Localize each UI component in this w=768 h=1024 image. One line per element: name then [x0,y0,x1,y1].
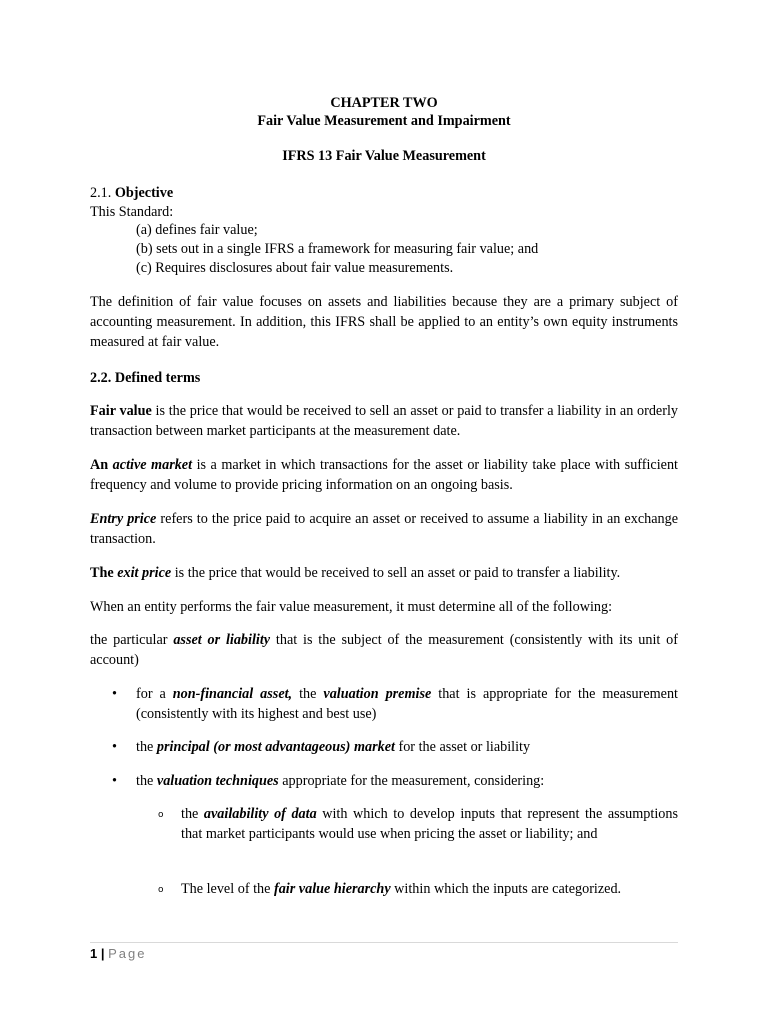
term: active market [112,457,193,473]
objective-paragraph: The definition of fair value focuses on assets and liabilities because they are a primary subject of accounting measurement. In addition, this IFRS shall be applied to an entity’s own equity instruments measured at fair value. [90,294,678,350]
measurement-particular [90,630,678,670]
text: that is appropriate for the measurement (consistently with its highest and best use) [136,686,678,722]
definition-active-market [90,455,678,495]
page-number: 1 [90,946,98,961]
bullet-marker: • [112,739,117,755]
definition-fair-value [90,401,678,441]
text: The level of the [181,881,274,897]
bullet-item [136,771,678,791]
sub-bullet-marker: o [158,885,164,895]
standard-title: IFRS 13 Fair Value Measurement [282,148,486,164]
objective-item: (a) defines fair value; [136,222,258,238]
term: asset or liability [173,632,271,648]
definition-entry-price [90,509,678,549]
text: the [136,773,157,789]
text: for a [136,686,173,702]
term: principal (or most advantageous) market [156,739,395,755]
term: Fair value [90,403,152,419]
definition-text: refers to the price paid to acquire an asset or received to assume a liability in an exchange transaction. [90,511,678,547]
defined-terms-heading: 2.2. Defined terms [90,370,201,386]
chapter-heading: CHAPTER TWO [330,95,438,111]
page-label: Page [108,946,147,961]
objective-intro: This Standard: [90,204,174,220]
definition-text: is the price that would be received to sell an asset or paid to transfer a liability. [171,565,621,581]
footer-separator: | [97,946,109,961]
term-lead: The [90,565,118,581]
objective-item: (c) Requires disclosures about fair value measurements. [136,260,454,276]
text: with which to develop inputs that represent the assumptions that market participants would use when pricing the asset or liability; and [181,806,678,842]
sub-bullet-marker: o [158,810,164,820]
bullet-marker: • [112,773,117,789]
footer-divider [90,942,678,943]
text: the [181,806,204,822]
term: fair value hierarchy [273,881,391,897]
text: the particular [90,632,174,648]
term: exit price [117,565,172,581]
definition-text: is the price that would be received to sell an asset or paid to transfer a liability in an orderly transaction between market participants at the measurement date. [90,403,678,439]
sub-bullet-item [181,804,678,844]
text: the [292,686,324,702]
term: non-financial asset, [172,686,293,702]
term: valuation techniques [156,773,279,789]
term: valuation premise [323,686,432,702]
bullet-marker: • [112,686,117,702]
page-footer [90,944,146,964]
sub-bullet-item [181,879,678,899]
term: Entry price [90,511,157,527]
definition-exit-price [90,563,678,583]
text: appropriate for the measurement, considering: [278,773,545,789]
term: availability of data [203,806,317,822]
measurement-intro: When an entity performs the fair value measurement, it must determine all of the following: [90,599,613,615]
text: that is the subject of the measurement (consistently with its unit of account) [90,632,678,668]
section-title: Objective [114,185,174,201]
text: within which the inputs are categorized. [390,881,622,897]
definition-text: is a market in which transactions for the asset or liability take place with sufficient frequency and volume to provide pricing information on an ongoing basis. [90,457,678,493]
objective-item: (b) sets out in a single IFRS a framework for measuring fair value; and [136,241,539,257]
text: for the asset or liability [394,739,531,755]
bullet-item [136,737,678,757]
section-number: 2.1. [90,185,115,201]
objective-heading [90,183,678,203]
chapter-title: Fair Value Measurement and Impairment [257,113,511,129]
term-lead: An [90,457,113,473]
text: the [136,739,157,755]
bullet-item [136,684,678,724]
